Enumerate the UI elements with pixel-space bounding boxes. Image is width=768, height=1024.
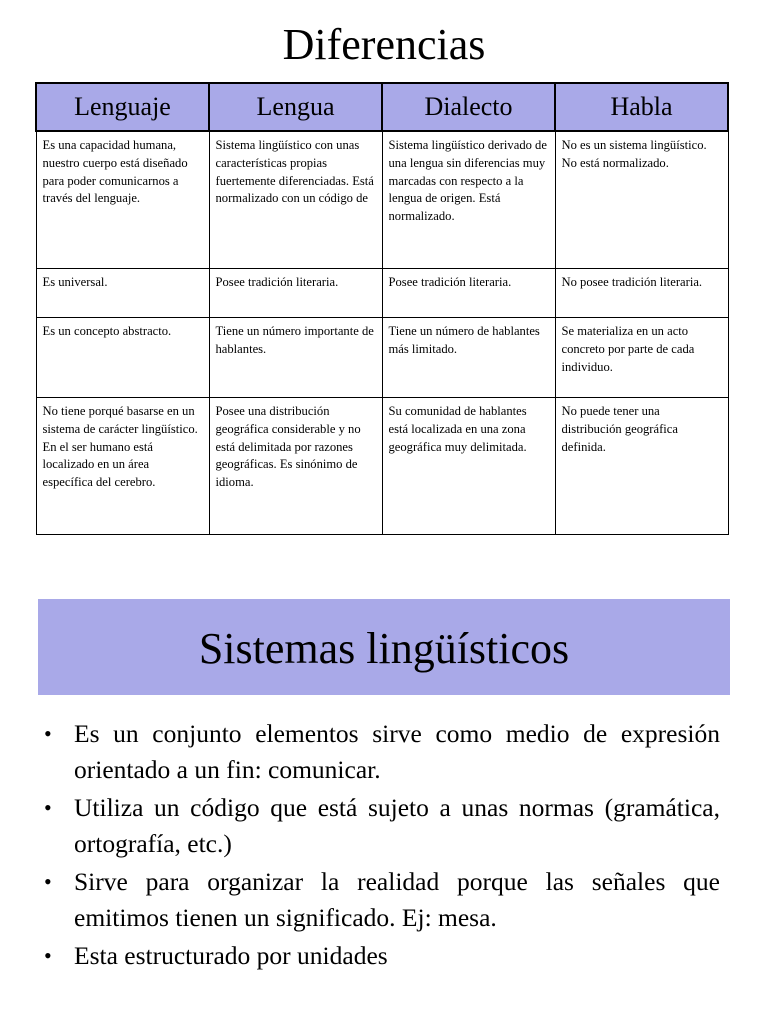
- section-title: Sistemas lingüísticos: [198, 624, 570, 673]
- table-row: [36, 398, 728, 535]
- bullet-icon: •: [44, 869, 52, 894]
- table-cell: [36, 398, 209, 535]
- table-cell: [209, 398, 382, 535]
- table-cell: [555, 269, 728, 318]
- bullet-icon: •: [44, 721, 52, 746]
- table-row: [36, 269, 728, 318]
- list-item: [40, 790, 720, 862]
- page-title: Diferencias: [282, 20, 486, 69]
- table-cell: [36, 131, 209, 269]
- cell-text: Tiene un número de hablantes más limitado.: [388, 324, 540, 356]
- cell-text: Es una capacidad humana, nuestro cuerpo está diseñado para poder comunicarnos a través del lenguaje.: [42, 138, 188, 206]
- cell-text: Es un concepto abstracto.: [42, 324, 172, 338]
- bullet-text: Es un conjunto elementos sirve como medio de expresión orientado a un fin: comunicar.: [74, 719, 720, 784]
- table-cell: [555, 398, 728, 535]
- cell-text: No posee tradición literaria.: [561, 275, 703, 289]
- bullet-text: Esta estructurado por unidades: [74, 941, 388, 970]
- column-header-dialecto: Dialecto: [382, 83, 555, 131]
- table-cell: [382, 269, 555, 318]
- table-cell: [382, 318, 555, 398]
- table-cell: [209, 318, 382, 398]
- cell-text: Posee tradición literaria.: [388, 275, 512, 289]
- table-row: [36, 131, 728, 269]
- cell-text: No es un sistema lingüístico. No está normalizado.: [561, 138, 707, 170]
- comparison-table: [35, 82, 729, 535]
- bullet-text: Utiliza un código que está sujeto a unas normas (gramática, ortografía, etc.): [74, 793, 720, 858]
- list-item: [40, 716, 720, 788]
- cell-text: Tiene un número importante de hablantes.: [215, 324, 374, 356]
- column-header-lenguaje: Lenguaje: [36, 83, 209, 131]
- table-cell: [555, 131, 728, 269]
- table-cell: [382, 398, 555, 535]
- table-header-row: [36, 83, 728, 131]
- table-cell: [36, 318, 209, 398]
- cell-text: Su comunidad de hablantes está localizada en una zona geográfica muy delimitada.: [388, 404, 527, 454]
- cell-text: Sistema lingüístico con unas características propias fuertemente diferenciadas. Está normalizado con un código de: [215, 138, 374, 206]
- table-cell: [209, 131, 382, 269]
- table-cell: [36, 269, 209, 318]
- list-item: [40, 864, 720, 936]
- cell-text: No puede tener una distribución geográfica definida.: [561, 404, 678, 454]
- cell-text: Sistema lingüístico derivado de una lengua sin diferencias muy marcadas con respecto a la lengua de origen. Está normalizado.: [388, 138, 547, 224]
- table-row: [36, 318, 728, 398]
- cell-text: Se materializa en un acto concreto por parte de cada individuo.: [561, 324, 695, 374]
- cell-text: Posee tradición literaria.: [215, 275, 339, 289]
- list-item: [40, 938, 720, 974]
- bullet-list: [40, 716, 720, 976]
- section-banner: [38, 599, 730, 695]
- bullet-icon: •: [44, 943, 52, 968]
- cell-text: No tiene porqué basarse en un sistema de carácter lingüístico. En el ser humano está localizado en un área específica del cerebro.: [42, 404, 198, 490]
- bullet-text: Sirve para organizar la realidad porque las señales que emitimos tienen un significado. Ej: mesa.: [74, 867, 720, 932]
- table-cell: [382, 131, 555, 269]
- bullet-icon: •: [44, 795, 52, 820]
- column-header-habla: Habla: [555, 83, 728, 131]
- table-cell: [555, 318, 728, 398]
- cell-text: Posee una distribución geográfica considerable y no está delimitada por razones geográficas. Es sinónimo de idioma.: [215, 404, 361, 490]
- table-cell: [209, 269, 382, 318]
- cell-text: Es universal.: [42, 275, 108, 289]
- column-header-lengua: Lengua: [209, 83, 382, 131]
